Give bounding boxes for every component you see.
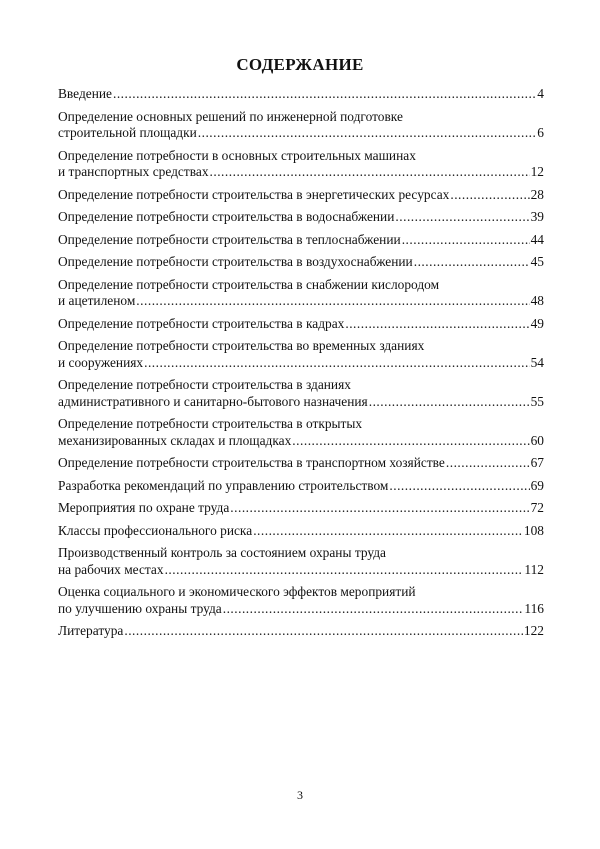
dot-leader — [369, 394, 530, 411]
toc-entry-row — [58, 254, 544, 271]
toc-entry-text: Определение потребности строительства в водоснабжении — [58, 209, 395, 224]
page-title: СОДЕРЖАНИЕ — [236, 55, 364, 74]
toc-entry[interactable] — [58, 478, 544, 495]
toc-entry-row — [58, 478, 544, 495]
toc-entry-page: 108 — [523, 522, 544, 538]
dot-leader — [124, 623, 523, 640]
dot-leader — [230, 500, 529, 517]
dot-leader — [389, 478, 529, 495]
toc-entry-row — [58, 232, 544, 249]
toc-entry-page: 45 — [530, 254, 544, 269]
toc-entry-text: Определение потребности строительства в снабжении кислородом — [58, 276, 440, 292]
toc-entry-text: Оценка социального и экономического эффектов мероприятий — [58, 584, 416, 599]
toc-entry[interactable] — [58, 86, 544, 103]
toc-entry-page: 12 — [530, 164, 544, 179]
toc-entry-row — [58, 601, 544, 618]
toc-entry-row — [58, 500, 544, 517]
toc-entry-text: Производственный контроль за состоянием охраны труда — [58, 545, 386, 560]
toc-entry-text: Мероприятия по охране труда — [58, 500, 230, 515]
dot-leader — [395, 209, 529, 226]
toc-entry-row — [58, 316, 544, 333]
toc-entry-text: механизированных складах и площадках — [58, 432, 292, 448]
toc-entry-row — [58, 433, 544, 450]
toc-entry-text: Определение потребности строительства в воздухоснабжении — [58, 254, 413, 269]
page-number: 3 — [297, 788, 303, 802]
toc-entry-row — [58, 164, 544, 181]
toc-entry-page: 6 — [537, 125, 544, 140]
toc-entry[interactable] — [58, 377, 544, 410]
dot-leader — [402, 232, 530, 249]
toc-entry-text: строительной площадки — [58, 125, 197, 140]
toc-entry[interactable] — [58, 545, 544, 578]
toc-entry-row — [58, 293, 544, 310]
toc-entry-text: и сооружениях — [58, 354, 144, 370]
toc-entry-page: 54 — [530, 354, 544, 370]
toc-entry-page: 49 — [530, 315, 544, 331]
table-of-contents — [58, 86, 544, 646]
toc-entry-text: по улучшению охраны труда — [58, 600, 222, 616]
toc-entry-text: Определение потребности строительства в открытых — [58, 416, 363, 431]
toc-entry-row — [58, 125, 544, 142]
toc-entry-row — [58, 355, 544, 372]
toc-entry-page: 4 — [537, 86, 544, 101]
toc-entry[interactable] — [58, 187, 544, 204]
toc-entry-text: Определение основных решений по инженерной подготовке — [58, 108, 403, 124]
toc-entry-text: Введение — [58, 86, 112, 101]
toc-entry[interactable] — [58, 209, 544, 226]
toc-entry-page: 28 — [530, 186, 544, 202]
toc-entry-row — [58, 86, 544, 103]
dot-leader — [450, 187, 529, 204]
toc-entry[interactable] — [58, 523, 544, 540]
dot-leader — [198, 125, 537, 142]
toc-entry-text: и ацетиленом — [58, 293, 136, 308]
toc-entry-row — [58, 455, 544, 472]
dot-leader — [136, 293, 529, 310]
dot-leader — [414, 254, 530, 271]
toc-entry-page: 44 — [530, 231, 544, 247]
toc-entry-page: 60 — [530, 432, 544, 448]
toc-entry-row — [58, 562, 544, 579]
toc-entry-text: Определение потребности строительства в теплоснабжении — [58, 231, 401, 247]
dot-leader — [210, 164, 530, 181]
toc-entry[interactable] — [58, 109, 544, 142]
toc-entry[interactable] — [58, 623, 544, 640]
toc-entry-text: Определение потребности строительства в кадрах — [58, 315, 345, 331]
toc-entry[interactable] — [58, 416, 544, 449]
toc-entry-page: 72 — [530, 500, 544, 515]
toc-entry-text: и транспортных средствах — [58, 164, 209, 179]
toc-entry-text: административного и санитарно-бытового назначения — [58, 393, 368, 409]
toc-entry-text: Разработка рекомендаций по управлению строительством — [58, 477, 389, 493]
toc-entry-text: Литература — [58, 623, 124, 638]
toc-entry[interactable] — [58, 338, 544, 371]
dot-leader — [345, 316, 529, 333]
toc-entry-page: 69 — [530, 477, 544, 493]
toc-entry-row — [58, 523, 544, 540]
toc-entry-row — [58, 209, 544, 226]
toc-entry-text: Определение потребности строительства в энергетических ресурсах — [58, 186, 450, 202]
toc-entry-page: 112 — [524, 561, 544, 577]
toc-entry-text: Классы профессионального риска — [58, 522, 253, 538]
toc-entry-page: 39 — [530, 209, 544, 224]
toc-entry-row — [58, 623, 544, 640]
dot-leader — [144, 355, 530, 372]
toc-entry-text: на рабочих местах — [58, 561, 164, 577]
toc-entry-text: Определение потребности строительства в транспортном хозяйстве — [58, 455, 445, 470]
toc-entry-row — [58, 187, 544, 204]
dot-leader — [292, 433, 529, 450]
dot-leader — [223, 601, 524, 618]
dot-leader — [446, 455, 530, 472]
toc-entry[interactable] — [58, 277, 544, 310]
toc-entry-text: Определение потребности строительства во временных зданиях — [58, 338, 425, 353]
toc-entry-page: 116 — [524, 600, 544, 616]
toc-entry[interactable] — [58, 584, 544, 617]
toc-entry-page: 48 — [530, 293, 544, 308]
toc-entry[interactable] — [58, 316, 544, 333]
toc-entry-page: 122 — [523, 623, 544, 638]
toc-entry[interactable] — [58, 232, 544, 249]
toc-entry-text: Определение потребности строительства в зданиях — [58, 377, 351, 392]
toc-entry-row — [58, 394, 544, 411]
dot-leader — [113, 86, 536, 103]
toc-entry[interactable] — [58, 500, 544, 517]
toc-entry-page: 67 — [530, 455, 544, 470]
dot-leader — [253, 523, 523, 540]
toc-entry-text: Определение потребности в основных строительных машинах — [58, 147, 416, 163]
dot-leader — [165, 562, 524, 579]
toc-entry-page: 55 — [530, 393, 544, 409]
toc-entry[interactable] — [58, 254, 544, 271]
toc-entry[interactable] — [58, 148, 544, 181]
toc-entry[interactable] — [58, 455, 544, 472]
